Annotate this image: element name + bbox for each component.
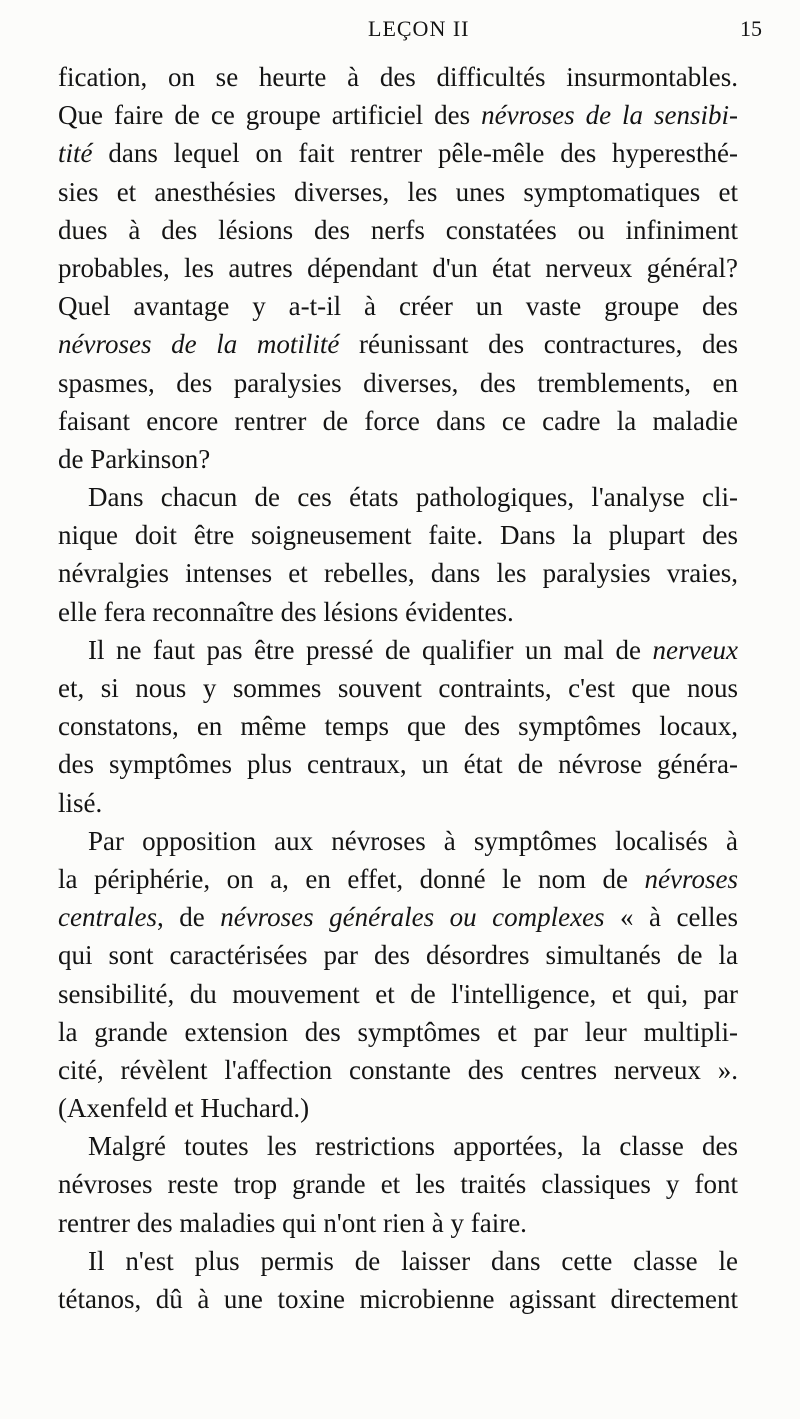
text-line bbox=[58, 975, 738, 1013]
text-line bbox=[58, 1204, 738, 1242]
text-segment: Que faire de ce groupe artificiel des bbox=[58, 100, 482, 131]
text-segment: névralgies intenses et rebelles, dans les paralysies vraies, bbox=[58, 558, 738, 589]
italic-text: névroses de la sensibi- bbox=[481, 100, 738, 131]
text-segment: dues à des lésions des nerfs constatées ou infiniment bbox=[58, 214, 738, 245]
page-number: 15 bbox=[740, 16, 762, 41]
text-line bbox=[58, 96, 738, 134]
text-line bbox=[58, 249, 738, 287]
text-segment: qui sont caractérisées par des désordres simultanés de la bbox=[58, 940, 738, 971]
text-line bbox=[58, 1280, 738, 1318]
text-line bbox=[58, 745, 738, 783]
text-segment: spasmes, des paralysies diverses, des tremblements, en bbox=[58, 367, 738, 398]
text-segment: et, si nous y sommes souvent contraints, c'est que nous bbox=[58, 673, 738, 703]
text-line bbox=[58, 440, 738, 478]
text-line bbox=[58, 936, 738, 974]
text-segment: des symptômes plus centraux, un état de névrose généra- bbox=[58, 749, 738, 780]
text-line bbox=[58, 364, 738, 402]
page-header bbox=[0, 16, 800, 50]
body-text bbox=[58, 58, 738, 1318]
text-line bbox=[58, 860, 738, 898]
text-segment: lisé. bbox=[58, 787, 103, 818]
text-segment: (Axenfeld et Huchard.) bbox=[58, 1093, 310, 1124]
italic-text: tité bbox=[58, 138, 93, 169]
text-segment: elle fera reconnaître des lésions évidentes. bbox=[58, 596, 514, 627]
text-line bbox=[58, 1127, 738, 1165]
text-line bbox=[58, 784, 738, 822]
text-line bbox=[58, 669, 738, 707]
text-segment: sensibilité, du mouvement et de l'intelligence, et qui, par bbox=[58, 978, 738, 1009]
text-line bbox=[58, 173, 738, 211]
italic-text: nerveux bbox=[652, 634, 738, 665]
text-line bbox=[58, 1165, 738, 1203]
text-line bbox=[58, 325, 738, 363]
text-segment: réunissant des contractures, des bbox=[339, 329, 738, 360]
text-line bbox=[58, 1013, 738, 1051]
text-line bbox=[58, 478, 738, 516]
text-segment: de Parkinson? bbox=[58, 443, 211, 474]
text-segment: , de bbox=[156, 902, 221, 933]
text-segment: tétanos, dû à une toxine microbienne agissant directement bbox=[58, 1284, 738, 1314]
text-segment: cité, révèlent l'affection constante des centres nerveux ». bbox=[58, 1054, 738, 1085]
text-segment: « à celles bbox=[604, 902, 738, 933]
text-segment: Quel avantage y a-t-il à créer un vaste groupe des bbox=[58, 291, 738, 322]
italic-text: névroses de la motilité bbox=[58, 329, 340, 360]
text-segment: la grande extension des symptômes et par leur multipli- bbox=[58, 1016, 738, 1047]
text-line bbox=[58, 211, 738, 249]
text-segment: constatons, en même temps que des symptômes locaux, bbox=[58, 711, 738, 742]
text-line bbox=[58, 402, 738, 440]
text-line bbox=[58, 1051, 738, 1089]
text-segment: probables, les autres dépendant d'un état nerveux général? bbox=[58, 252, 738, 283]
text-segment: la périphérie, on a, en effet, donné le nom de bbox=[58, 863, 645, 894]
text-segment: nique doit être soigneusement faite. Dans la plupart des bbox=[58, 520, 738, 551]
text-segment: rentrer des maladies qui n'ont rien à y faire. bbox=[58, 1207, 527, 1238]
running-head: LEÇON II bbox=[368, 16, 470, 41]
text-segment: névroses reste trop grande et les traités classiques y font bbox=[58, 1169, 738, 1200]
italic-text: névroses bbox=[644, 863, 738, 894]
text-segment: Dans chacun de ces états pathologiques, l'analyse cli- bbox=[88, 482, 738, 513]
text-line bbox=[58, 593, 738, 631]
italic-text: névroses générales ou complexes bbox=[220, 902, 605, 933]
text-segment: sies et anesthésies diverses, les unes symptomatiques et bbox=[58, 176, 738, 207]
text-segment: Il n'est plus permis de laisser dans cette classe le bbox=[88, 1245, 738, 1276]
text-line bbox=[58, 516, 738, 554]
text-line bbox=[58, 554, 738, 592]
text-segment: faisant encore rentrer de force dans ce cadre la maladie bbox=[58, 405, 738, 436]
text-line bbox=[58, 58, 738, 96]
text-segment: Il ne faut pas être pressé de qualifier un mal de bbox=[88, 634, 653, 665]
text-line bbox=[58, 134, 738, 172]
text-segment: fication, on se heurte à des difficultés insurmontables. bbox=[58, 62, 738, 92]
text-line bbox=[58, 1089, 738, 1127]
text-line bbox=[58, 1242, 738, 1280]
text-segment: Malgré toutes les restrictions apportées, la classe des bbox=[88, 1131, 738, 1162]
text-line bbox=[58, 822, 738, 860]
text-line bbox=[58, 898, 738, 936]
text-segment: Par opposition aux névroses à symptômes localisés à bbox=[88, 825, 738, 856]
text-segment: dans lequel on fait rentrer pêle-mêle des hyperesthé- bbox=[92, 138, 738, 169]
text-line bbox=[58, 707, 738, 745]
text-line bbox=[58, 631, 738, 669]
text-line bbox=[58, 287, 738, 325]
italic-text: centrales bbox=[58, 902, 157, 933]
